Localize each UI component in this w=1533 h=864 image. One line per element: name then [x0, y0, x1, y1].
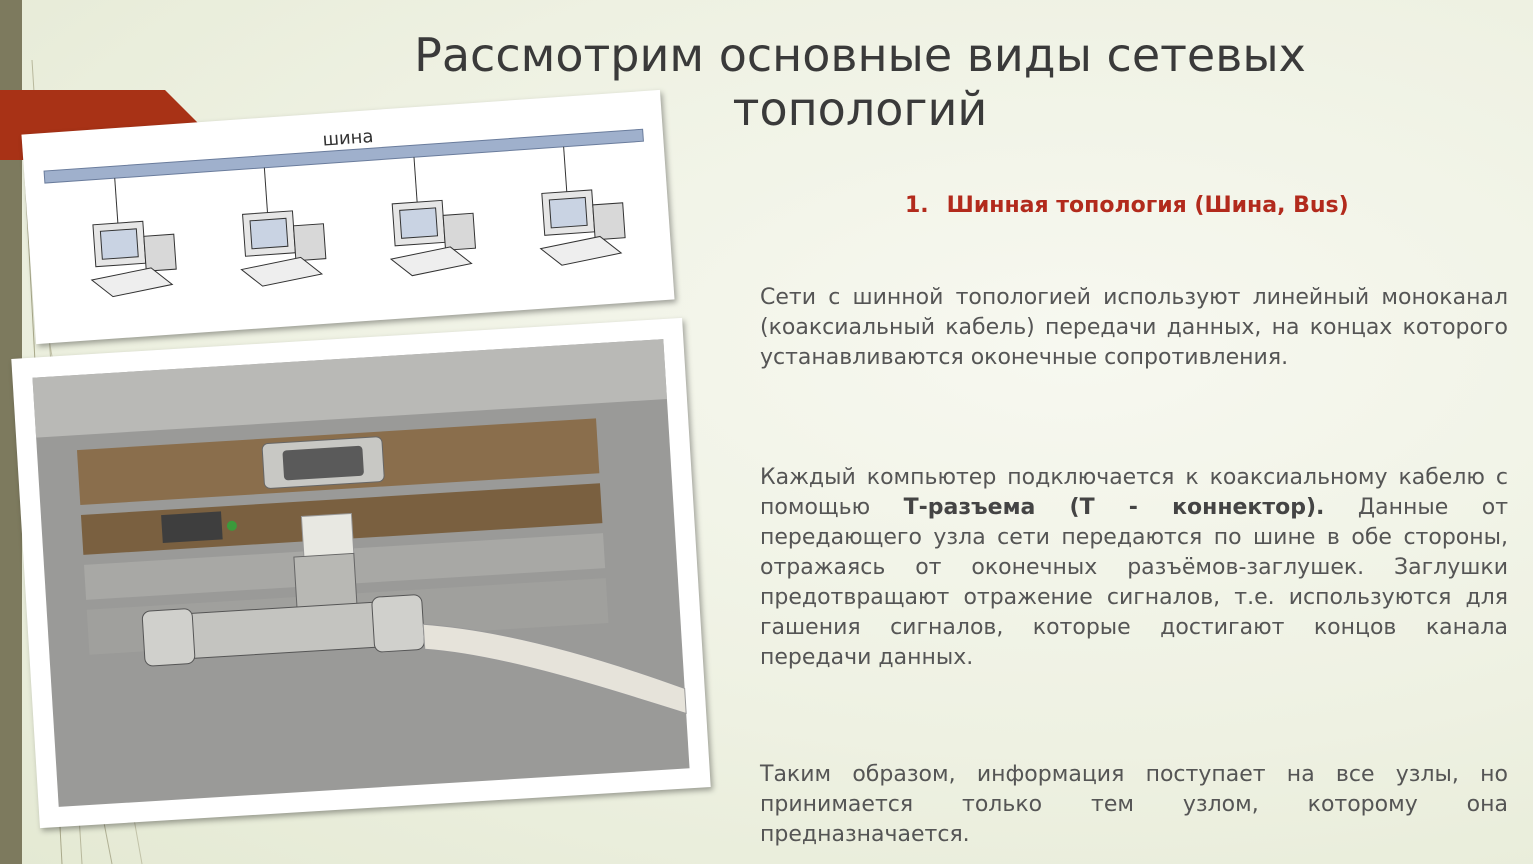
paragraph-2: [760, 463, 1508, 673]
bus-diagram: [21, 90, 674, 344]
computer-icon: [234, 164, 327, 288]
bus-diagram-image: [21, 90, 674, 344]
t-connector-term: Т-разъема (Т - коннектор).: [903, 495, 1325, 520]
slide-title: Рассмотрим основные виды сетевых топологий: [414, 28, 1306, 136]
heading-text: Шинная топология (Шина, Bus): [946, 193, 1349, 218]
t-connector-photo: [11, 318, 710, 828]
computer-icon: [85, 174, 178, 298]
topology-heading: [905, 193, 1349, 218]
computer-icon: [534, 143, 627, 267]
computer-icon: [384, 153, 477, 277]
heading-number: 1.: [905, 193, 929, 218]
t-connector-illustration: [11, 318, 710, 828]
paragraph-2-end: Данные от передающего узла сети передаются по шине в обе стороны, отражаясь от оконечных разъёмов-заглушек. Заглушки предотвращают отражение сигналов, т.е. используются для гашения сигналов, которые достигают концов канала передачи данных.: [760, 495, 1509, 670]
bus-label: шина: [321, 126, 375, 151]
paragraph-3: Таким образом, информация поступает на все узлы, но принимается только тем узлом, которому она предназначается.: [760, 762, 1508, 847]
paragraph-2-start: Каждый компьютер подключается к коаксиальному кабелю с помощью: [760, 465, 1508, 520]
paragraph-1: Сети с шинной топологией используют линейный моноканал (коаксиальный кабель) передачи данных, на концах которого устанавливаются оконечные сопротивления.: [760, 285, 1508, 370]
